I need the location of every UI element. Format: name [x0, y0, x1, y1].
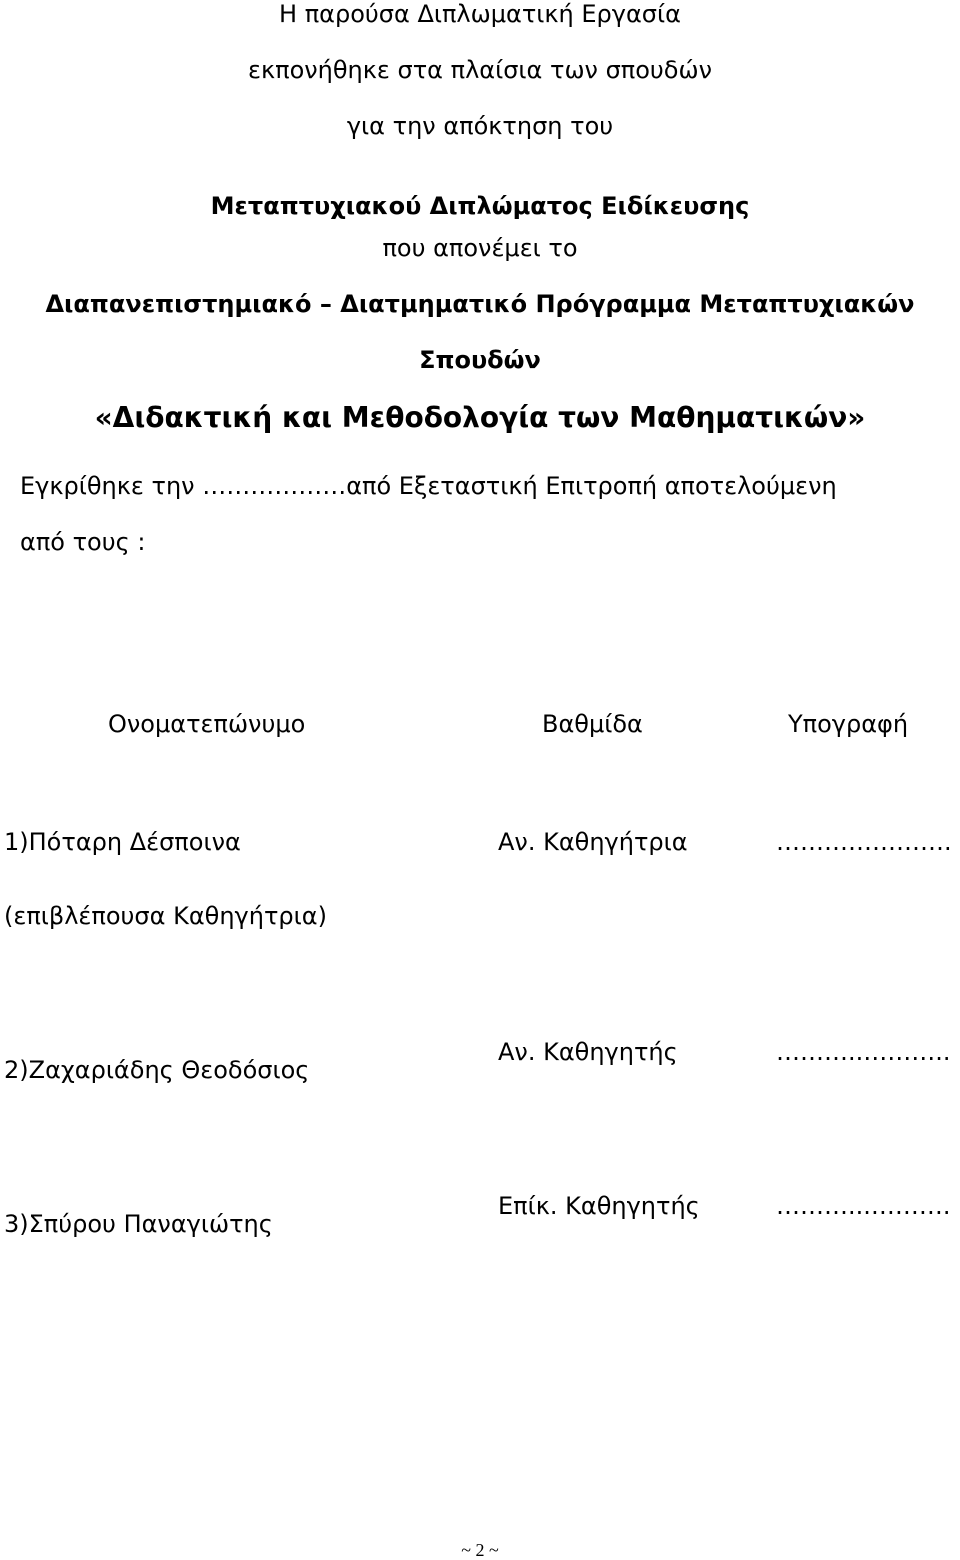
degree-line-4: Σπουδών: [419, 346, 541, 374]
member-signature-line: ………………….: [776, 828, 952, 856]
member-signature-line: ………..………..: [776, 1038, 951, 1066]
member-name: 1)Πόταρη Δέσποινα: [4, 828, 241, 856]
intro-line-1: Η παρούσα Διπλωματική Εργασία: [279, 0, 681, 28]
intro-line-3: για την απόκτηση του: [346, 112, 614, 140]
approval-line-1: Εγκρίθηκε την ………………από Εξεταστική Επιτροπή αποτελούμενη: [20, 472, 837, 500]
header-rank: Βαθμίδα: [542, 710, 643, 738]
degree-line-2: που απονέμει το: [382, 234, 578, 262]
intro-line-2: εκπονήθηκε στα πλαίσια των σπουδών: [248, 56, 712, 84]
member-name: 2)Ζαχαριάδης Θεοδόσιος: [4, 1056, 310, 1084]
member-name: 3)Σπύρου Παναγιώτης: [4, 1210, 273, 1238]
member-rank: Αν. Καθηγητής: [498, 1038, 678, 1066]
page-number: ~ 2 ~: [461, 1540, 499, 1560]
header-name: Ονοματεπώνυμο: [108, 710, 306, 738]
program-title: «Διδακτική και Μεθοδολογία των Μαθηματικών»: [94, 401, 866, 434]
degree-line-3: Διαπανεπιστημιακό – Διατμηματικό Πρόγραμμα Μεταπτυχιακών: [45, 290, 915, 318]
degree-line-1: Μεταπτυχιακού Διπλώματος Ειδίκευσης: [210, 192, 750, 220]
header-signature: Υπογραφή: [788, 710, 909, 738]
member-rank: Επίκ. Καθηγητής: [498, 1192, 700, 1220]
member-note: (επιβλέπουσα Καθηγήτρια): [4, 902, 327, 930]
member-signature-line: ………...……….: [776, 1192, 951, 1220]
approval-line-2: από τους :: [20, 528, 146, 556]
member-rank: Αν. Καθηγήτρια: [498, 828, 688, 856]
